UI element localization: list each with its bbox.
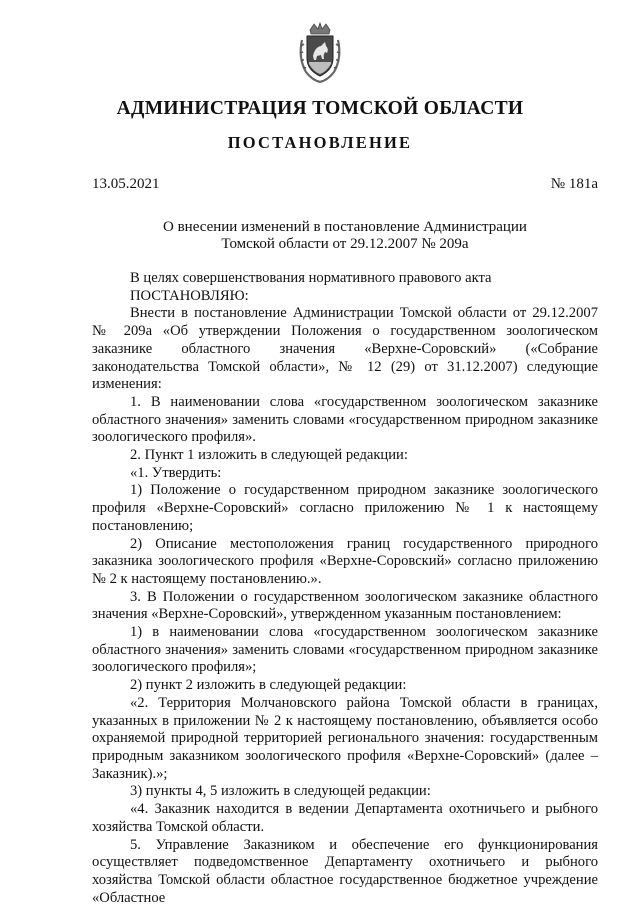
paragraph: ПОСТАНОВЛЯЮ: (92, 288, 598, 306)
paragraph: 1) Положение о государственном природном заказнике зоологического профиля «Верхне-Соровский» согласно приложению № 1 к настоящему постановлению; (92, 482, 598, 535)
paragraph: Внести в постановление Администрации Томской области от 29.12.2007 № 209а «Об утверждении Положения о государственном зоологическом заказнике областного значения «Верхне-Соровский» («Собрание законодательства Томской области», № 12 (29) от 31.12.2007) следующие изменения: (92, 305, 598, 394)
document-subject (92, 219, 598, 253)
paragraph: 2) Описание местоположения границ государственного природного заказника зоологического профиля «Верхне-Соровский» согласно приложению № 2 к настоящему постановлению.». (92, 536, 598, 589)
paragraph: 2) пункт 2 изложить в следующей редакции: (92, 677, 598, 695)
document-date: 13.05.2021 (92, 176, 160, 193)
subject-line: Томской области от 29.12.2007 № 209а (92, 236, 598, 253)
paragraph: «2. Территория Молчановского района Томской области в границах, указанных в приложении № 2 к настоящему постановлению, объявляется особо охраняемой природной территорией регионального значения: государственным природным заказником зоологического профиля «Верхне-Соровский» (далее – Заказник).»; (92, 695, 598, 784)
document-body (92, 270, 598, 907)
document-type-title: ПОСТАНОВЛЕНИЕ (0, 133, 640, 153)
paragraph: 3. В Положении о государственном зоологическом заказнике областного значения «Верхне-Соровский», утвержденном указанным постановлением: (92, 589, 598, 624)
paragraph: В целях совершенствования нормативного правового акта (92, 270, 598, 288)
paragraph: 2. Пункт 1 изложить в следующей редакции: (92, 447, 598, 465)
paragraph: «4. Заказник находится в ведении Департамента охотничьего и рыбного хозяйства Томской области. (92, 801, 598, 836)
coat-of-arms-icon (296, 22, 344, 84)
paragraph: 3) пункты 4, 5 изложить в следующей редакции: (92, 783, 598, 801)
subject-line: О внесении изменений в постановление Администрации (92, 219, 598, 236)
paragraph: 1. В наименовании слова «государственном зоологическом заказнике областного значения» заменить словами «государственном природном заказнике зоологического профиля». (92, 394, 598, 447)
document-number: № 181а (551, 176, 598, 193)
paragraph: «1. Утвердить: (92, 465, 598, 483)
organization-title: АДМИНИСТРАЦИЯ ТОМСКОЙ ОБЛАСТИ (0, 98, 640, 120)
paragraph: 5. Управление Заказником и обеспечение его функционирования осуществляет подведомственное Департаменту охотничьего и рыбного хозяйства Томской области областное государственное бюджетное учреждение «Областное (92, 837, 598, 907)
paragraph: 1) в наименовании слова «государственном зоологическом заказнике областного значения» заменить словами «государственном природном заказнике зоологического профиля»; (92, 624, 598, 677)
